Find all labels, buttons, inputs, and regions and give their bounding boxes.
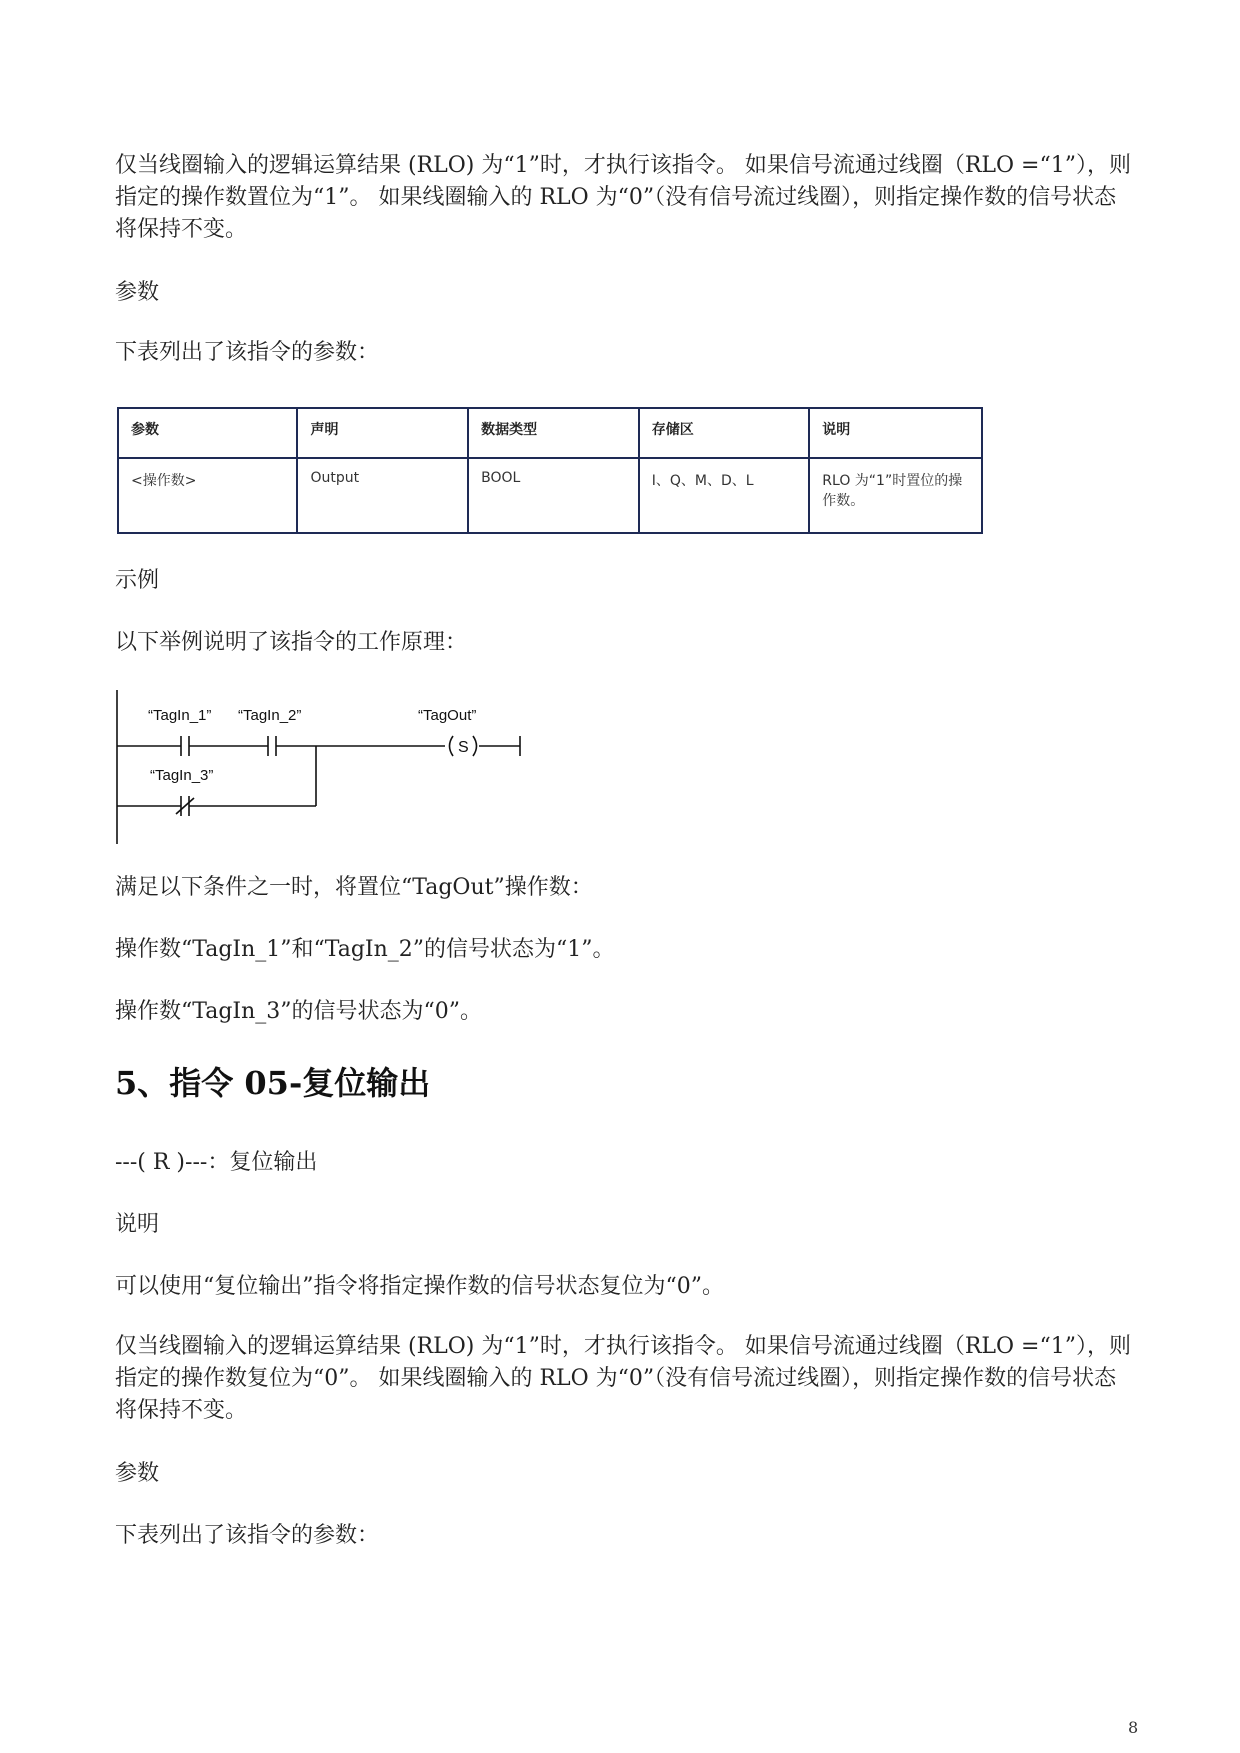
section5-desc-2: 仅当线圈输入的逻辑运算结果 (RLO) 为“1”时，才执行该指令。 如果信号流通过线圈（RLO =“1”），则指定的操作数复位为“0”。 如果线圈输入的 RLO 为“0”（没有信号流过线圈），则指定操作数的信号状态将保持不变。 [115,1334,1131,1423]
section4-condition-1: 操作数“TagIn_1”和“TagIn_2”的信号状态为“1”。 [115,937,615,962]
table-header-cell: 存储区 [639,408,810,458]
table-cell: <操作数> [118,458,297,533]
table-header-cell: 说明 [809,408,982,458]
section5-params-heading: 参数 [115,1461,160,1486]
coil-set-icon [450,736,454,756]
section4-description: 仅当线圈输入的逻辑运算结果 (RLO) 为“1”时，才执行该指令。 如果信号流通过线圈（RLO =“1”），则指定的操作数置位为“1”。 如果线圈输入的 RLO 为“0”（没有信号流过线圈），则指定操作数的信号状态将保持不变。 [115,153,1131,242]
table-cell: I、Q、M、D、L [639,458,810,533]
table-row [118,458,982,533]
table-cell: Output [297,458,468,533]
label-tagin3: “TagIn_3” [150,767,214,784]
label-tagin2: “TagIn_2” [238,707,302,724]
section4-example-heading: 示例 [115,568,160,593]
table-header-cell: 数据类型 [468,408,639,458]
table-cell: RLO 为“1”时置位的操作数。 [809,458,982,533]
table-header-cell: 声明 [297,408,468,458]
coil-letter: S [458,739,469,756]
table-header-cell: 参数 [118,408,297,458]
table-cell: BOOL [468,458,639,533]
section5-desc-1: 可以使用“复位输出”指令将指定操作数的信号状态复位为“0”。 [115,1274,724,1299]
section4-example-intro: 以下举例说明了该指令的工作原理： [115,630,468,655]
parameter-table [117,407,983,534]
section4-condition-2: 操作数“TagIn_3”的信号状态为“0”。 [115,999,483,1024]
section5-desc-heading: 说明 [115,1212,160,1237]
section4-params-heading: 参数 [115,280,160,305]
section5-symbol-line: ---( R )---：复位输出 [115,1150,318,1175]
section5-params-intro: 下表列出了该指令的参数： [115,1523,380,1548]
label-tagin1: “TagIn_1” [148,707,212,724]
section5-title: 5、指令 05-复位输出 [115,1064,431,1102]
page-number: 8 [1128,1718,1139,1737]
section4-condition-intro: 满足以下条件之一时，将置位“TagOut”操作数： [115,875,593,900]
ladder-diagram [110,690,540,850]
label-tagout: “TagOut” [418,707,477,724]
table-header-row [118,408,982,458]
section4-params-intro: 下表列出了该指令的参数： [115,340,380,365]
